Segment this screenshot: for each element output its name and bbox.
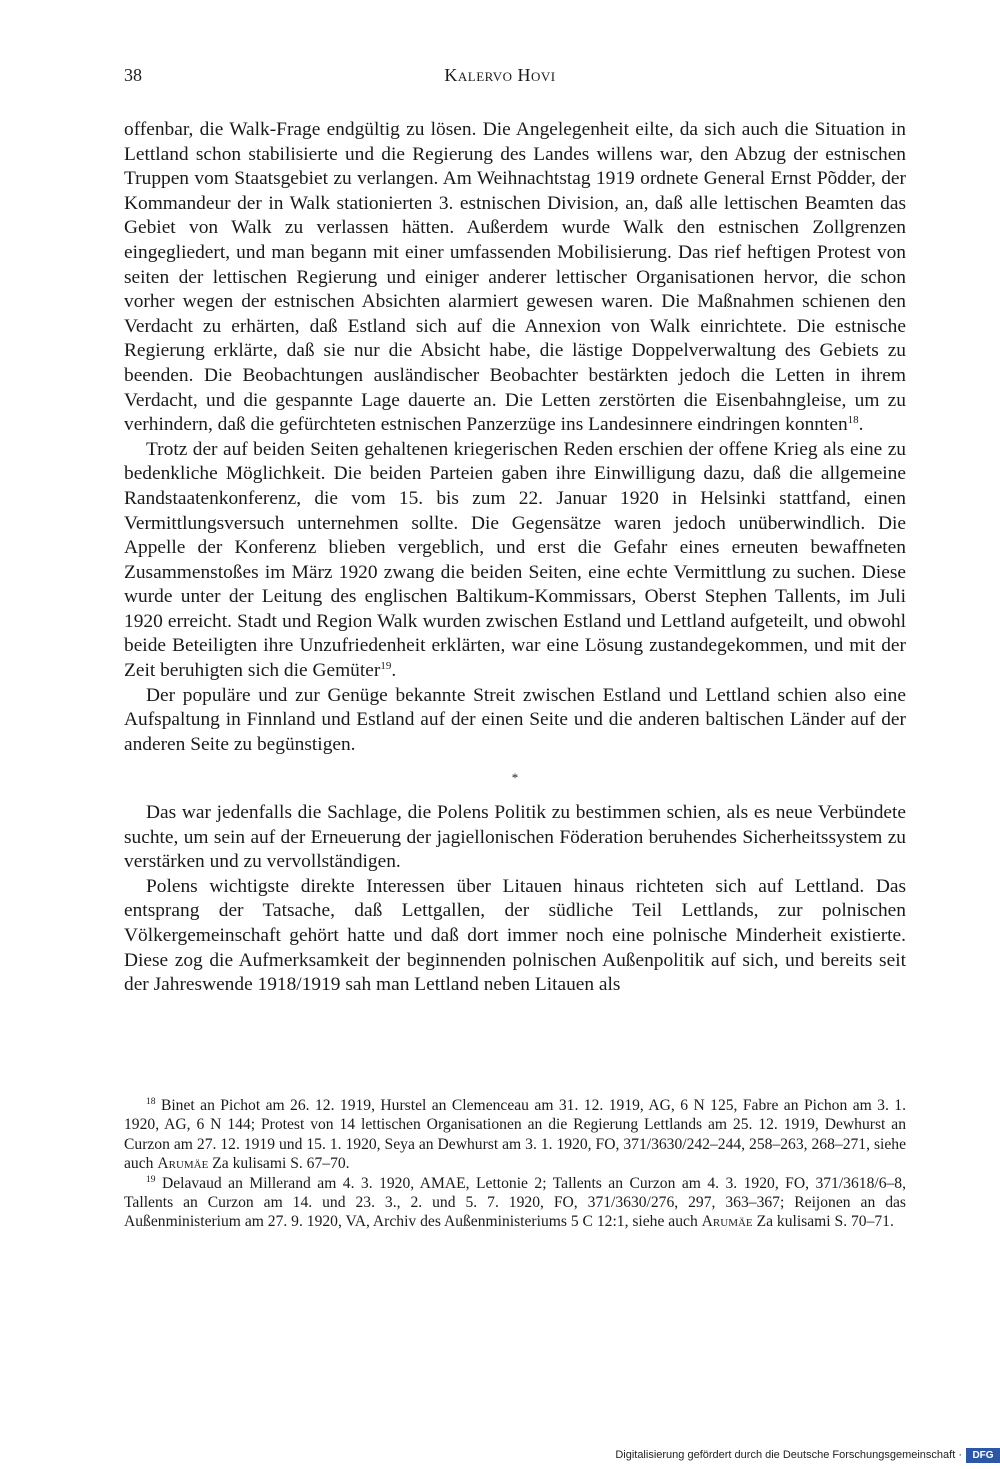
running-head: Kalervo Hovi bbox=[444, 65, 556, 85]
footnote-19-author: Arumäe bbox=[701, 1213, 753, 1231]
footnotes bbox=[124, 1096, 906, 1232]
footnote-ref-19: 19 bbox=[380, 660, 392, 673]
paragraph-2-text: Trotz der auf beiden Seiten gehaltenen kriegerischen Reden erschien der offene Krieg als eine zu bedenkliche Möglichkeit. Die beiden Parteien gaben ihre Einwilligung dazu, daß die allgemeine Randstaatenkonferenz, die vom 15. bis zum 22. Januar 1920 in Helsinki stattfand, einen Vermittlungsversuch unternehmen sollte. Die Gegensätze waren jedoch unüberwindlich. Die Appelle der Konferenz blieben vergeblich, und erst die Gefahr eines erneuten bewaffneten Zusammenstoßes im März 1920 zwang die beiden Seiten, eine echte Vermittlung zu suchen. Diese wurde unter der Leitung des englischen Baltikum-Kommissars, Oberst Stephen Tallents, im Juli 1920 erreicht. Stadt und Region Walk wurden zwischen Estland und Lettland aufgeteilt, und obwohl beide Beteiligten ihre Unzufriedenheit erklärten, war eine Lösung zustandegekommen, und mit der Zeit beruhigten sich die Gemüter bbox=[124, 438, 906, 682]
dfg-logo-icon: DFG bbox=[966, 1448, 1000, 1463]
paragraph-4: Das war jedenfalls die Sachlage, die Polens Politik zu bestimmen schien, als es neue Verbündete suchte, um sein auf der Erneuerung der jagiellonischen Föderation beruhendes Sicherheitssystem zu verstärken und zu vervollständigen. bbox=[124, 802, 906, 873]
paragraph-2 bbox=[124, 438, 906, 684]
footnote-18-author: Arumäe bbox=[157, 1155, 209, 1173]
paragraph-1 bbox=[124, 118, 906, 438]
paragraph-5: Polens wichtigste direkte Interessen über Litauen hinaus richteten sich auf Lettland. Das entsprang der Tatsache, daß Lettgallen, der südliche Teil Lettlands, zur polnischen Völkergemeinschaft gehört hatte und daß dort immer noch eine polnische Minderheit existierte. Diese zog die Aufmerksamkeit der beginnenden polnischen Außenpolitik auf sich, und bereits seit der Jahreswende 1918/1919 sah man Lettland neben Litauen als bbox=[124, 875, 906, 996]
main-text bbox=[124, 118, 906, 998]
page-number: 38 bbox=[124, 65, 142, 85]
footnote-ref-18: 18 bbox=[847, 414, 859, 427]
paragraph-2-end: . bbox=[391, 660, 397, 682]
digitization-notice bbox=[615, 1446, 1000, 1464]
footnote-18 bbox=[124, 1096, 906, 1174]
footnote-19-number: 19 bbox=[146, 1174, 156, 1185]
footnote-18-source: Za kulisami S. 67–70. bbox=[212, 1155, 350, 1173]
section-separator: * bbox=[511, 770, 519, 786]
paragraph-1-end: . bbox=[858, 414, 864, 436]
paragraph-1-text: offenbar, die Walk-Frage endgültig zu lösen. Die Angelegenheit eilte, da sich auch die Situation in Lettland schon stabilisierte und die Regierung des Landes willens war, den Abzug der estnischen Truppen vom Staatsgebiet zu verlangen. Am Weihnachtstag 1919 ordnete General Ernst Põdder, der Kommandeur der in Walk stationierten 3. estnischen Division, an, daß alle lettischen Beamten das Gebiet von Walk zu verlassen hätten. Außerdem wurde Walk den estnischen Zollgrenzen eingegliedert, und man begann mit einer umfassenden Mobilisierung. Das rief heftigen Protest von seiten der lettischen Regierung und einiger anderer lettischer Organisationen hervor, die schon vorher wegen der estnischen Absichten alarmiert gewesen waren. Die Maßnahmen schienen den Verdacht zu erhärten, daß Estland sich auf die Annexion von Walk einrichtete. Die estnische Regierung erklärte, daß sie nur die Absicht habe, die lästige Doppelverwaltung des Gebiets zu beenden. Die Beobachtungen ausländischer Beobachter bestärkten jedoch die Letten in ihrem Verdacht, und die gespannte Lage dauerte an. Die Letten zerstörten die Eisenbahngleise, um zu verhindern, daß die gefürchteten estnischen Panzerzüge ins Landesinnere eindringen konnten bbox=[124, 119, 906, 436]
footnote-19 bbox=[124, 1174, 906, 1232]
footnote-18-number: 18 bbox=[146, 1097, 156, 1107]
digitization-notice-text: Digitalisierung gefördert durch die Deutsche Forschungsgemeinschaft · bbox=[615, 1449, 962, 1461]
footnote-19-text: Delavaud an Millerand am 4. 3. 1920, AMAE, Lettonie 2; Tallents an Curzon am 4. 3. 1920, FO, 371/3618/6–8, Tallents an Curzon am 14. und 23. 3., 2. und 5. 7. 1920, FO, 371/3630/276, 297, 363–367; Reijonen an das Außenministerium am 27. 9. 1920, VA, Archiv des Außenministeriums 5 C 12:1, siehe auch bbox=[124, 1174, 906, 1231]
footnote-18-text: Binet an Pichot am 26. 12. 1919, Hurstel an Clemenceau am 31. 12. 1919, AG, 6 N 125, Fabre an Pichon am 3. 1. 1920, AG, 6 N 144; Protest von 14 lettischen Organisationen an die Regierung Lettlands am 25. 12. 1919, Dewhurst an Curzon am 27. 12. 1919 und 15. 1. 1920, Seya an Dewhurst am 3. 1. 1920, FO, 371/3630/242–244, 258–263, 268–271, siehe auch bbox=[124, 1097, 906, 1173]
footnote-19-source: Za kulisami S. 70–71. bbox=[756, 1213, 894, 1231]
paragraph-3: Der populäre und zur Genüge bekannte Streit zwischen Estland und Lettland schien also eine Aufspaltung in Finnland und Estland auf der einen Seite und die anderen baltischen Länder auf der anderen Seite zu begünstigen. bbox=[124, 684, 906, 755]
